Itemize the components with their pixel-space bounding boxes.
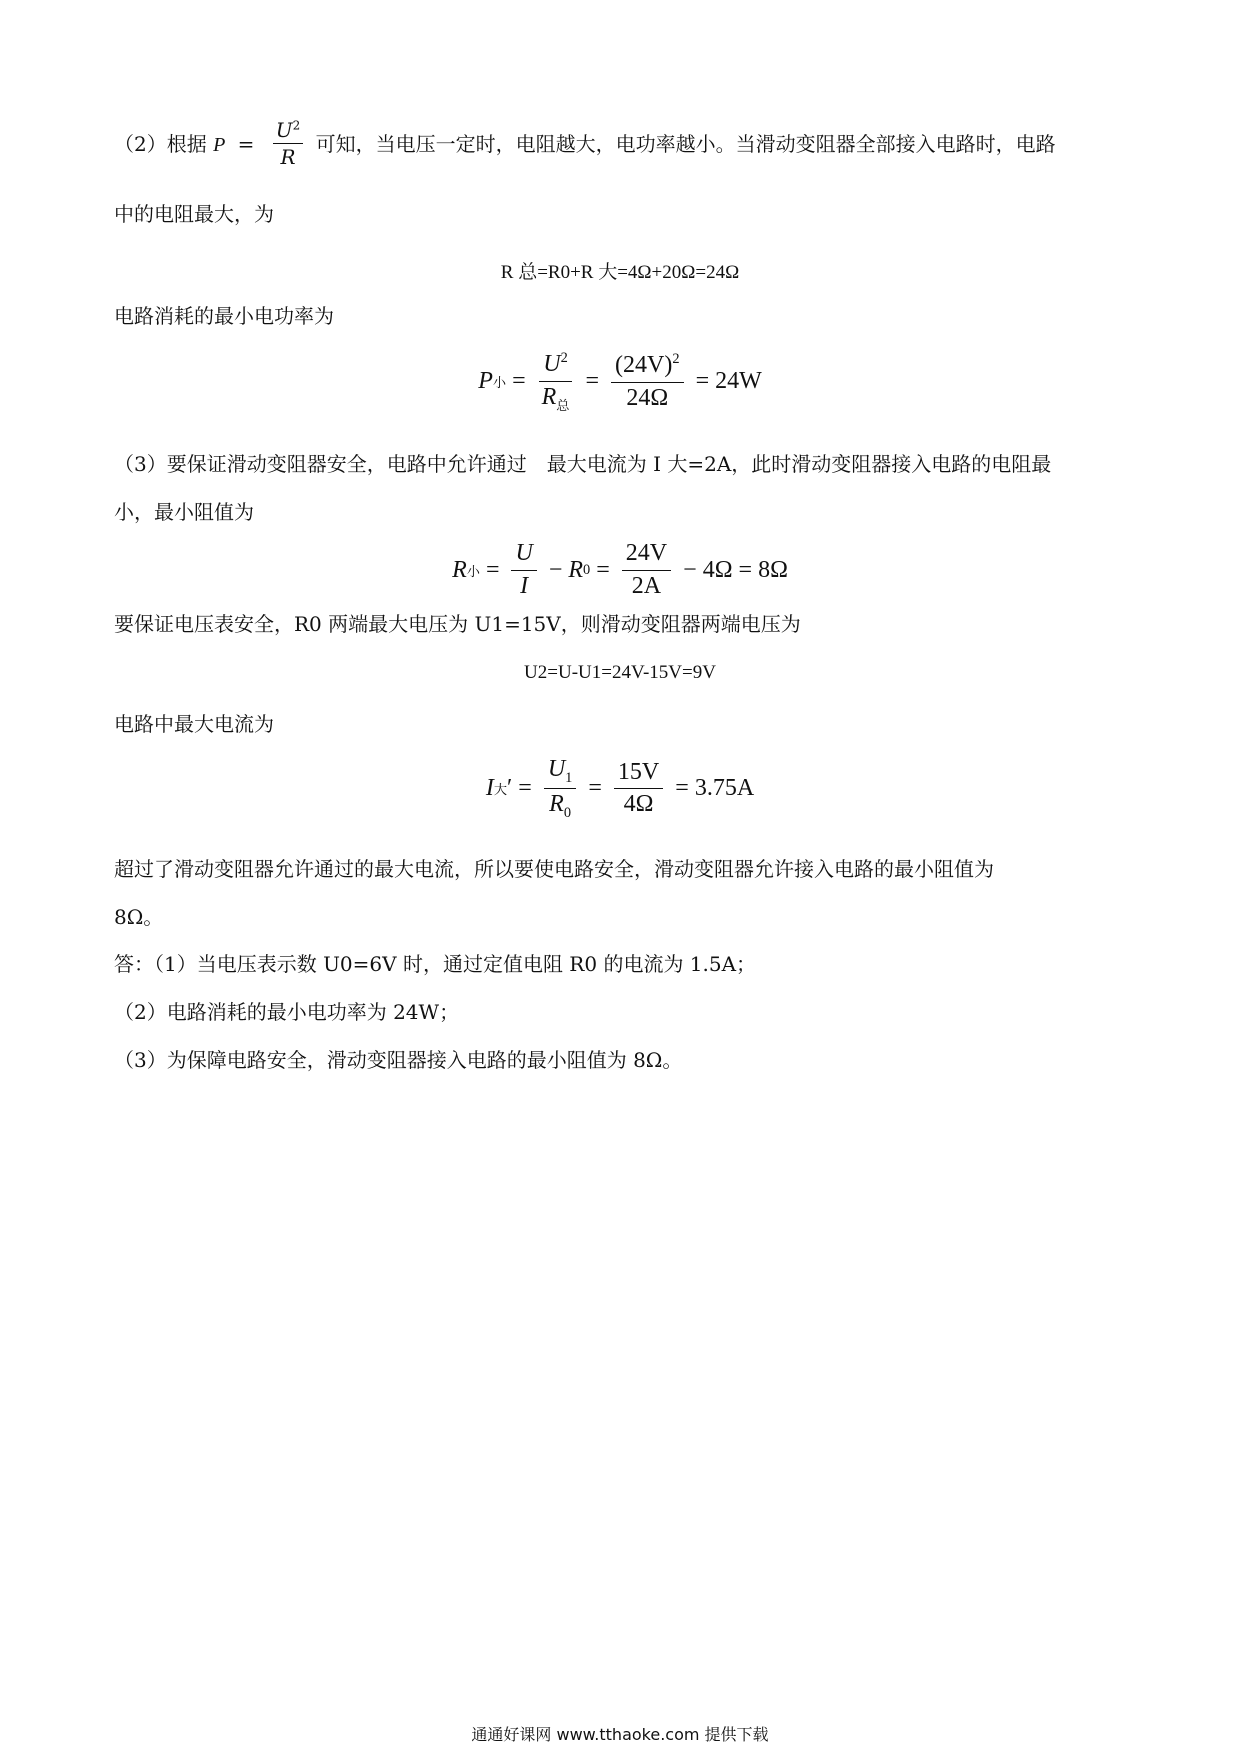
part2-intro-pre: （2）根据 xyxy=(114,132,207,156)
eq-power-den2: 24Ω xyxy=(626,384,669,411)
eq-r-num1: U xyxy=(511,540,536,571)
conclusion-line2: 8Ω。 xyxy=(114,905,164,929)
eq-r-minus2: 4Ω xyxy=(702,556,733,583)
eq-r-lhs: R xyxy=(452,556,467,583)
conclusion-line1: 超过了滑动变阻器允许通过的最大电流，所以要使电路安全，滑动变阻器允许接入电路的最小阻值为 xyxy=(114,857,994,881)
eq-i-den1-sub: 0 xyxy=(563,805,572,822)
equation-total-resistance: R 总=R0+R 大=4Ω+20Ω=24Ω xyxy=(500,262,740,283)
voltmeter-line: 要保证电压表安全，R0 两端最大电压为 U1=15V，则滑动变阻器两端电压为 xyxy=(114,612,801,636)
part2-line2: 中的电阻最大，为 xyxy=(114,202,274,226)
eq-power-num2: (24V) xyxy=(615,352,673,379)
part3-line1: （3）要保证滑动变阻器安全，电路中允许通过 最大电流为 I 大=2A，此时滑动变阻器接入电路的电阻最 xyxy=(114,452,1052,476)
max-current-label: 电路中最大电流为 xyxy=(114,712,274,736)
equation-min-resistance: R 小 = $\frac{U}{I}$ − R 0 = $\frac{24V}{2A}$ − 4Ω = 8Ω xyxy=(452,540,788,599)
eq-i-den1: R xyxy=(549,791,564,818)
eq-r-frac2 xyxy=(622,540,671,600)
square-exponent: 2 xyxy=(292,118,301,133)
equals-sign: = xyxy=(237,132,255,156)
equation-max-current: I 大 ′ = $\frac{U_1}{R_0}$ = $\frac{15V}{4\Omega}$ = 3.75A xyxy=(485,756,755,822)
equation-u2: U2=U-U1=24V-15V=9V xyxy=(524,662,716,683)
eq-i-num1: U xyxy=(547,756,566,782)
eq-power-num1-sup: 2 xyxy=(560,350,568,366)
eq-i-lhs-sub: 大 xyxy=(493,783,508,799)
eq-i-lhs: I xyxy=(485,775,494,802)
eq-power-den1: R xyxy=(541,383,557,410)
eq-r-den1: I xyxy=(520,572,529,599)
answer-line1: 答：（1）当电压表示数 U0=6V 时，通过定值电阻 R0 的电流为 1.5A； xyxy=(114,952,757,976)
symbol-r: R xyxy=(280,145,296,169)
symbol-u: U xyxy=(275,118,293,142)
eq-power-lhs-sub: 小 xyxy=(492,376,507,392)
eq-r-num2: 24V xyxy=(622,540,671,571)
eq-i-den2: 4Ω xyxy=(623,791,654,818)
eq-r-lhs-sub: 小 xyxy=(466,564,480,580)
answer-line3: （3）为保障电路安全，滑动变阻器接入电路的最小阻值为 8Ω。 xyxy=(114,1048,683,1072)
eq-i-frac2 xyxy=(614,759,663,819)
eq-power-result: 24W xyxy=(715,368,762,395)
eq-r-minus1-sub: 0 xyxy=(583,561,591,578)
eq-power-num2-sup: 2 xyxy=(672,351,680,368)
eq-power-lhs: P xyxy=(478,368,493,395)
min-power-label: 电路消耗的最小电功率为 xyxy=(114,304,334,328)
eq-r-result: 8Ω xyxy=(758,556,788,583)
eq-power-num1: U xyxy=(543,351,561,377)
eq-i-frac1 xyxy=(544,756,577,822)
eq-i-prime: ′ xyxy=(507,775,513,802)
eq-r-frac1 xyxy=(511,540,536,600)
page-footer: 通通好课网 www.tthaoke.com 提供下载 xyxy=(471,1725,769,1744)
symbol-p: P xyxy=(213,134,226,156)
equation-min-power: P 小 = $\frac{U^2}{R_总}$ = $\frac{(24V)^2}{24\Omega}$ = 24W xyxy=(478,350,762,414)
eq-power-frac2 xyxy=(611,351,684,412)
part2-intro-line xyxy=(114,120,1056,171)
eq-r-minus1: R xyxy=(568,556,584,583)
power-formula-fraction xyxy=(273,118,304,169)
answer-line2: （2）电路消耗的最小电功率为 24W； xyxy=(114,1000,460,1024)
eq-r-den2: 2A xyxy=(631,572,662,599)
part2-intro-post: 可知，当电压一定时，电阻越大，电功率越小。当滑动变阻器全部接入电路时，电路 xyxy=(315,132,1056,156)
eq-power-den1-sub: 总 xyxy=(556,398,570,414)
eq-i-num2: 15V xyxy=(614,759,663,790)
part3-line2: 小，最小阻值为 xyxy=(114,500,254,524)
eq-power-frac1 xyxy=(538,350,574,414)
eq-i-result: 3.75A xyxy=(694,775,755,802)
eq-i-num1-sub: 1 xyxy=(565,769,573,786)
